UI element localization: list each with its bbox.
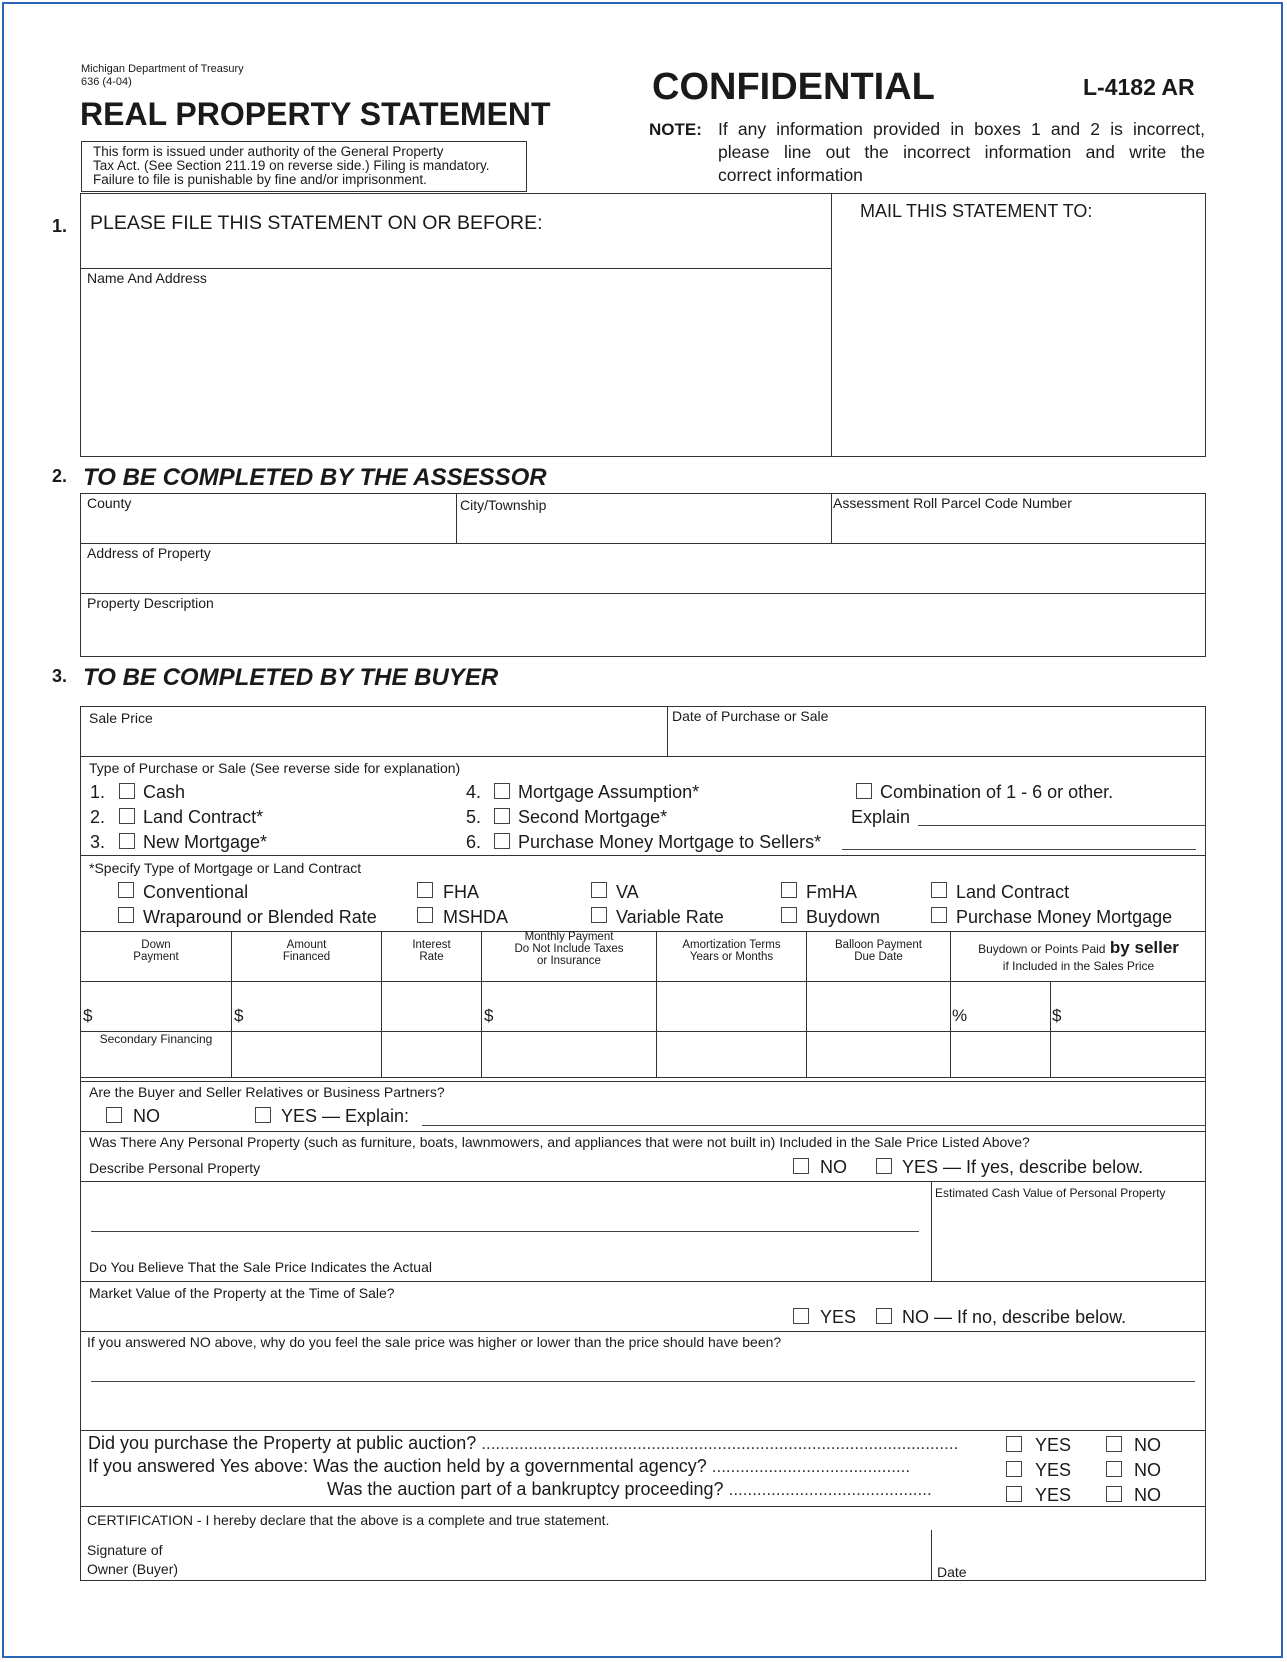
wraparound-checkbox[interactable] <box>118 907 134 923</box>
purchase-num: 1. <box>90 782 106 802</box>
hline-sale-row <box>80 756 1206 757</box>
name-address-field[interactable] <box>87 290 823 450</box>
fha-checkbox[interactable] <box>417 882 433 898</box>
purchase-label: Cash <box>143 782 186 802</box>
purchase-num: 2. <box>90 807 106 827</box>
auction-question-text: Was the auction part of a bankruptcy proceeding? <box>327 1479 724 1499</box>
authority-line-3: Failure to file is punishable by fine and/or imprisonment. <box>93 172 427 187</box>
new-mortgage-checkbox[interactable] <box>119 833 135 849</box>
mail-to-field[interactable] <box>840 228 1198 448</box>
balloon-header <box>807 939 950 963</box>
market-value-question-2: Market Value of the Property at the Time of Sale? <box>89 1285 395 1301</box>
purchase-label: Land Contract* <box>143 807 264 827</box>
note-line-1: If any information provided in boxes 1 and 2 is incorrect, <box>718 119 1205 139</box>
relatives-no-checkbox[interactable] <box>106 1107 122 1123</box>
auction-question-1 <box>88 1433 958 1454</box>
relatives-question: Are the Buyer and Seller Relatives or Business Partners? <box>89 1084 445 1100</box>
sale-date-label: Date of Purchase or Sale <box>672 708 829 724</box>
auction-no-label: NO <box>1134 1485 1161 1505</box>
relatives-yes-checkbox[interactable] <box>255 1107 271 1123</box>
purchase-num: 6. <box>466 832 482 852</box>
why-line <box>91 1381 1195 1382</box>
mortgage-assumption-checkbox[interactable] <box>494 783 510 799</box>
mortgage-type-label: *Specify Type of Mortgage or Land Contract <box>89 860 362 876</box>
auction-no-label: NO <box>1134 1460 1161 1480</box>
section-1-hline <box>80 268 832 269</box>
combination-checkbox[interactable] <box>856 783 872 799</box>
section-3-number: 3. <box>52 666 68 686</box>
authority-line-1: This form is issued under authority of the General Property <box>93 144 444 159</box>
hline-relatives <box>80 1131 1206 1132</box>
explain-field[interactable] <box>920 805 1200 825</box>
points-percent: % <box>952 1006 968 1025</box>
hline-why <box>80 1430 1206 1431</box>
variable-rate-checkbox[interactable] <box>591 907 607 923</box>
amount-financed-currency: $ <box>234 1006 244 1025</box>
form-title: REAL PROPERTY STATEMENT <box>80 96 551 132</box>
buydown-header-sub: if Included in the Sales Price <box>1002 959 1155 973</box>
signature-field[interactable] <box>200 1540 920 1578</box>
personal-value-divider <box>931 1181 932 1281</box>
auction-question-text: Did you purchase the Property at public auction? <box>88 1433 477 1453</box>
sale-date-field[interactable] <box>672 728 1197 752</box>
signature-label-2: Owner (Buyer) <box>87 1561 179 1577</box>
auction-question-3 <box>327 1479 932 1500</box>
mortgage-option-label: VA <box>616 882 639 902</box>
auction-2-no-checkbox[interactable] <box>1106 1461 1122 1477</box>
section-1-number: 1. <box>52 216 68 236</box>
agency-name: Michigan Department of Treasury <box>81 63 244 75</box>
authority-notice <box>81 141 527 192</box>
auction-3-no-checkbox[interactable] <box>1106 1486 1122 1502</box>
personal-property-question: Was There Any Personal Property (such as furniture, boats, lawnmowers, and appliances that were not built in) Included in the Sale Price Listed Above? <box>89 1134 1030 1150</box>
property-address-label: Address of Property <box>87 545 211 561</box>
section-2-title: TO BE COMPLETED BY THE ASSESSOR <box>83 464 547 491</box>
certification-statement: CERTIFICATION - I hereby declare that the above is a complete and true statement. <box>87 1512 610 1528</box>
purchase-money-mortgage-checkbox[interactable] <box>494 833 510 849</box>
note-line-2: please line out the incorrect information and write the <box>718 142 1205 162</box>
header-line: Balloon Payment <box>835 939 922 951</box>
down-payment-header <box>81 939 231 963</box>
personal-yes-checkbox[interactable] <box>876 1158 892 1174</box>
combination-label: Combination of 1 - 6 or other. <box>880 782 1114 802</box>
market-no-checkbox[interactable] <box>876 1308 892 1324</box>
hline-auction <box>80 1506 1206 1507</box>
header-line: Due Date <box>854 951 903 963</box>
relatives-no-label: NO <box>133 1106 160 1126</box>
auction-yes-label: YES <box>1035 1485 1072 1505</box>
city-township-field[interactable] <box>460 517 822 539</box>
header-line: Do Not Include Taxes <box>514 943 624 955</box>
relatives-explain-field[interactable] <box>425 1104 1200 1124</box>
secondary-financing-label: Secondary Financing <box>99 1032 213 1046</box>
purchase-label: Mortgage Assumption* <box>518 782 700 802</box>
county-field[interactable] <box>87 515 447 539</box>
auction-yes-label: YES <box>1035 1435 1072 1455</box>
auction-3-yes-checkbox[interactable] <box>1006 1486 1022 1502</box>
signature-label-1: Signature of <box>87 1542 163 1558</box>
personal-no-checkbox[interactable] <box>793 1158 809 1174</box>
signature-date-divider <box>931 1530 932 1581</box>
section-2-vline-2 <box>831 493 832 544</box>
mortgage-option-label: Wraparound or Blended Rate <box>143 907 377 927</box>
note-line-3: correct information <box>718 165 863 185</box>
conventional-checkbox[interactable] <box>118 882 134 898</box>
cash-checkbox[interactable] <box>119 783 135 799</box>
authority-line-2: Tax Act. (See Section 211.19 on reverse side.) Filing is mandatory. <box>93 158 490 173</box>
parcel-code-label: Assessment Roll Parcel Code Number <box>833 495 1072 511</box>
describe-personal-label: Describe Personal Property <box>89 1160 261 1176</box>
file-by-label: PLEASE FILE THIS STATEMENT ON OR BEFORE: <box>90 212 543 234</box>
hline-personal <box>80 1181 1206 1182</box>
purchase-num: 3. <box>90 832 106 852</box>
mortgage-option-label: Buydown <box>806 907 881 927</box>
confidential-label: CONFIDENTIAL <box>652 66 935 108</box>
auction-1-no-checkbox[interactable] <box>1106 1436 1122 1452</box>
purchase-type-label: Type of Purchase or Sale (See reverse side for explanation) <box>89 760 461 776</box>
market-no-label: NO — If no, describe below. <box>902 1307 1127 1327</box>
mail-to-label: MAIL THIS STATEMENT TO: <box>860 201 1093 221</box>
auction-question-text: If you answered Yes above: Was the auction held by a governmental agency? <box>88 1456 707 1476</box>
purchase-label: New Mortgage* <box>143 832 268 852</box>
interest-rate-header <box>382 939 481 963</box>
mortgage-option-label: MSHDA <box>443 907 509 927</box>
section-2-number: 2. <box>52 466 68 486</box>
explain-line-1 <box>918 825 1206 826</box>
explain-line-2 <box>842 849 1196 850</box>
mortgage-option-label: Variable Rate <box>616 907 724 927</box>
section-2-hline-1 <box>80 543 1206 544</box>
date-label: Date <box>937 1564 967 1580</box>
auction-1-yes-checkbox[interactable] <box>1006 1436 1022 1452</box>
leader-dots: ........................................... <box>728 1480 932 1499</box>
market-yes-label: YES <box>820 1307 857 1327</box>
explain-label: Explain <box>851 807 911 827</box>
auction-2-yes-checkbox[interactable] <box>1006 1461 1022 1477</box>
va-checkbox[interactable] <box>591 882 607 898</box>
header-line: or Insurance <box>537 955 601 967</box>
header-line: Amount <box>286 939 327 951</box>
hline-fin-row-2 <box>80 1077 1206 1078</box>
property-description-label: Property Description <box>87 595 214 611</box>
purchase-num: 4. <box>466 782 482 802</box>
amortization-header <box>657 939 806 963</box>
header-line: Amortization Terms <box>682 939 781 951</box>
mortgage-option-label: Purchase Money Mortgage <box>956 907 1173 927</box>
purchase-label: Purchase Money Mortgage to Sellers* <box>518 832 822 852</box>
amount-financed-header <box>232 939 381 963</box>
buydown-checkbox[interactable] <box>781 907 797 923</box>
header-line: Financed <box>282 951 331 963</box>
mortgage-option-label: FHA <box>443 882 479 902</box>
mortgage-option-label: Conventional <box>143 882 249 902</box>
header-line: Years or Months <box>689 951 774 963</box>
hline-fin-row-1 <box>80 1031 1206 1032</box>
why-question: If you answered NO above, why do you feel the sale price was higher or lower than the price should have been? <box>87 1334 782 1350</box>
estimated-value-field[interactable] <box>938 1206 1200 1276</box>
header-line: Monthly Payment <box>524 931 614 943</box>
auction-no-label: NO <box>1134 1435 1161 1455</box>
section-3-title: TO BE COMPLETED BY THE BUYER <box>83 664 499 691</box>
note-label: NOTE: <box>649 120 702 139</box>
buydown-header-bold: by seller <box>1109 938 1179 957</box>
land-contract-type-checkbox[interactable] <box>931 882 947 898</box>
why-field[interactable] <box>93 1356 1193 1378</box>
buydown-currency: $ <box>1052 1006 1062 1025</box>
leader-dots: .......................................... <box>711 1457 911 1476</box>
form-number: L-4182 AR <box>1083 74 1195 100</box>
header-line: Down <box>141 939 171 951</box>
city-township-label: City/Township <box>460 497 547 513</box>
purchase-num: 5. <box>466 807 482 827</box>
hline-market <box>80 1331 1206 1332</box>
personal-describe-line <box>91 1231 919 1232</box>
date-field[interactable] <box>980 1540 1200 1578</box>
fmha-checkbox[interactable] <box>781 882 797 898</box>
section-2-hline-2 <box>80 593 1206 594</box>
section-1-divider <box>831 193 832 457</box>
section-2-vline-1 <box>456 493 457 544</box>
purchase-money-type-checkbox[interactable] <box>931 907 947 923</box>
property-description-field[interactable] <box>87 615 1197 653</box>
relatives-explain-line <box>422 1125 1206 1126</box>
market-yes-checkbox[interactable] <box>793 1308 809 1324</box>
auction-question-2 <box>88 1456 910 1477</box>
purchase-label: Second Mortgage* <box>518 807 668 827</box>
estimated-value-label: Estimated Cash Value of Personal Property <box>935 1186 1166 1200</box>
monthly-payment-header <box>482 931 656 967</box>
county-label: County <box>87 495 132 511</box>
sale-price-label: Sale Price <box>89 710 153 726</box>
land-contract-checkbox[interactable] <box>119 808 135 824</box>
header-line: Interest <box>412 939 451 951</box>
parcel-code-field[interactable] <box>835 515 1197 539</box>
mortgage-option-label: Land Contract <box>956 882 1070 902</box>
form-code: 636 (4-04) <box>81 76 132 88</box>
property-address-field[interactable] <box>87 565 1197 589</box>
mshda-checkbox[interactable] <box>417 907 433 923</box>
name-address-label: Name And Address <box>87 270 207 286</box>
hline-estimated <box>80 1281 1206 1282</box>
buydown-header-text: Buydown or Points Paid <box>978 942 1106 956</box>
sale-row-divider <box>667 706 668 756</box>
second-mortgage-checkbox[interactable] <box>494 808 510 824</box>
down-payment-currency: $ <box>83 1006 93 1025</box>
file-by-field[interactable] <box>90 234 820 260</box>
sale-price-field[interactable] <box>89 730 659 752</box>
relatives-yes-label: YES — Explain: <box>281 1106 410 1126</box>
personal-yes-label: YES — If yes, describe below. <box>902 1157 1144 1177</box>
hline-purchase-type <box>80 855 1206 856</box>
header-line: Payment <box>133 951 179 963</box>
fin-vline <box>1050 981 1051 1077</box>
leader-dots: ..................................................................................................... <box>481 1434 959 1453</box>
auction-yes-label: YES <box>1035 1460 1072 1480</box>
personal-describe-field[interactable] <box>93 1192 918 1228</box>
hline-fin-row-3 <box>80 1081 1206 1082</box>
header-line: Rate <box>419 951 444 963</box>
market-value-question-1: Do You Believe That the Sale Price Indicates the Actual <box>89 1259 432 1275</box>
mortgage-option-label: FmHA <box>806 882 857 902</box>
buydown-header <box>951 940 1206 957</box>
personal-no-label: NO <box>820 1157 847 1177</box>
hline-fin-header <box>80 981 1206 982</box>
monthly-payment-currency: $ <box>484 1006 494 1025</box>
